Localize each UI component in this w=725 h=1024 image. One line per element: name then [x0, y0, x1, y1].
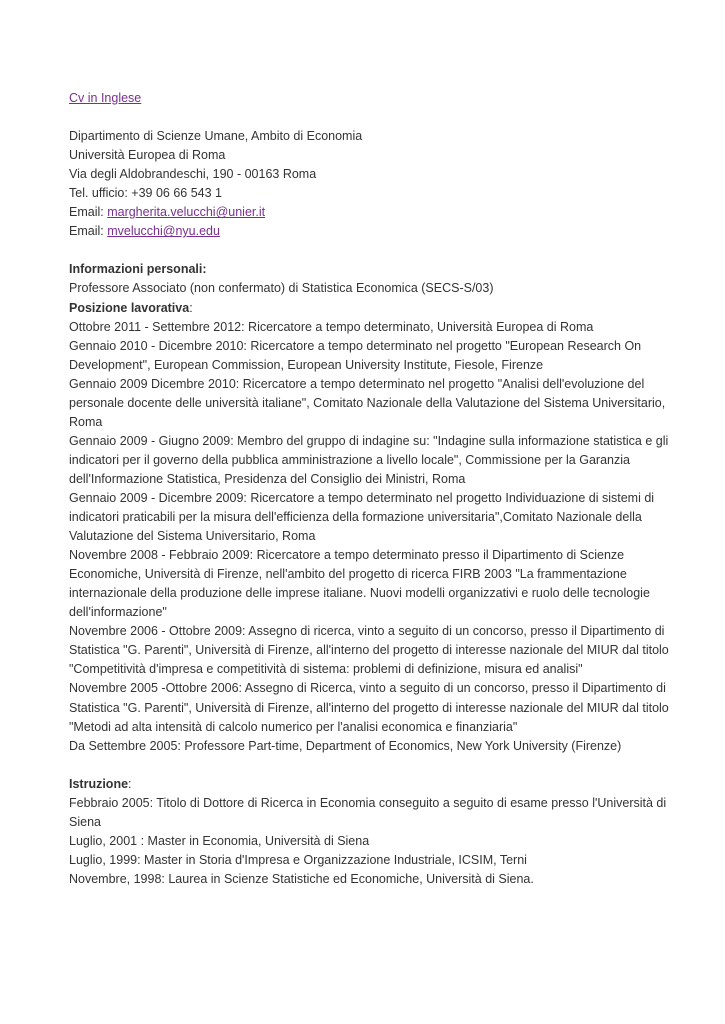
- contact-block: [69, 127, 673, 241]
- personal-heading: Informazioni personali:: [69, 262, 207, 277]
- personal-role: Professore Associato (non confermato) di Statistica Economica (SECS-S/03): [69, 281, 494, 296]
- email-label: Email:: [69, 205, 108, 220]
- heading-colon: :: [128, 776, 132, 791]
- education-section: [69, 775, 673, 889]
- email-link-nyu[interactable]: mvelucchi@nyu.edu: [107, 224, 220, 239]
- heading-colon: :: [189, 300, 193, 315]
- positions-heading: Posizione lavorativa: [69, 300, 190, 315]
- position-item: Gennaio 2009 - Dicembre 2009: Ricercatore a tempo determinato nel progetto Individuazione di sistemi di indicatori praticabili per la misura dell'efficienza della formazione universitaria",Comitato Nazionale della Valutazione del Sistema Universitario, Roma: [69, 490, 655, 544]
- position-item: Da Settembre 2005: Professore Part-time, Department of Economics, New York University (Firenze): [69, 738, 622, 753]
- department: Dipartimento di Scienze Umane, Ambito di Economia: [69, 129, 363, 144]
- spacer: [69, 756, 673, 775]
- position-item: Novembre 2008 - Febbraio 2009: Ricercatore a tempo determinato presso il Dipartimento di Scienze Economiche, Università di Firenze, nell'ambito del progetto di ricerca FIRB 2003 "La frammentazione internazionale della produzione delle imprese italiane. Nuovi modelli organizzativi e ruolo delle tecnologie dell'informazione": [69, 548, 650, 620]
- education-item: Novembre, 1998: Laurea in Scienze Statistiche ed Economiche, Università di Siena.: [69, 871, 534, 886]
- email-line-2: [69, 222, 673, 241]
- cv-link-line: [69, 89, 673, 108]
- university: Università Europea di Roma: [69, 148, 226, 163]
- position-item: Gennaio 2010 - Dicembre 2010: Ricercatore a tempo determinato nel progetto "European Research On Development", European Commission, European University Institute, Fiesole, Firenze: [69, 338, 642, 372]
- cv-english-link[interactable]: Cv in Inglese: [69, 91, 142, 105]
- address: Via degli Aldobrandeschi, 190 - 00163 Roma: [69, 167, 317, 182]
- position-item: Gennaio 2009 - Giugno 2009: Membro del gruppo di indagine su: "Indagine sulla informazione statistica e gli indicatori per il governo della pubblica amministrazione a livello locale", Commissione per la Garanzia dell'Informazione Statistica, Presidenza del Consiglio dei Ministri, Roma: [69, 433, 669, 486]
- position-item: Ottobre 2011 - Settembre 2012: Ricercatore a tempo determinato, Università Europea di Roma: [69, 319, 594, 334]
- positions-section: [69, 299, 673, 756]
- positions-heading-line: [69, 299, 673, 318]
- position-item: Novembre 2005 -Ottobre 2006: Assegno di Ricerca, vinto a seguito di un concorso, presso il Dipartimento di Statistica "G. Parenti", Università di Firenze, all'interno del progetto di interesse nazionale del MIUR dal titolo "Metodi ad alta intensità di calcolo numerico per l'analisi economica e finanziaria": [69, 681, 669, 734]
- spacer: [69, 108, 673, 127]
- education-heading-line: [69, 775, 673, 794]
- email-link-unier[interactable]: margherita.velucchi@unier.it: [107, 205, 266, 220]
- position-item: Novembre 2006 - Ottobre 2009: Assegno di ricerca, vinto a seguito di un concorso, presso il Dipartimento di Statistica "G. Parenti", Università di Firenze, all'interno del progetto di interesse nazionale del MIUR dal titolo "Competitività d'impresa e competitività di sistema: problemi di definizione, misura ed analisi": [69, 624, 669, 677]
- spacer: [69, 241, 673, 260]
- email-label: Email:: [69, 224, 108, 239]
- personal-section: [69, 260, 673, 298]
- phone: Tel. ufficio: +39 06 66 543 1: [69, 186, 223, 201]
- education-item: Luglio, 2001 : Master in Economia, Università di Siena: [69, 833, 370, 848]
- education-item: Febbraio 2005: Titolo di Dottore di Ricerca in Economia conseguito a seguito di esame presso l'Università di Siena: [69, 795, 667, 829]
- education-item: Luglio, 1999: Master in Storia d'Impresa e Organizzazione Industriale, ICSIM, Terni: [69, 852, 527, 867]
- position-item: Gennaio 2009 Dicembre 2010: Ricercatore a tempo determinato nel progetto "Analisi dell'evoluzione del personale docente delle università italiane", Comitato Nazionale della Valutazione del Sistema Universitario, Roma: [69, 376, 666, 429]
- email-line-1: [69, 203, 673, 222]
- education-heading: Istruzione: [69, 776, 129, 791]
